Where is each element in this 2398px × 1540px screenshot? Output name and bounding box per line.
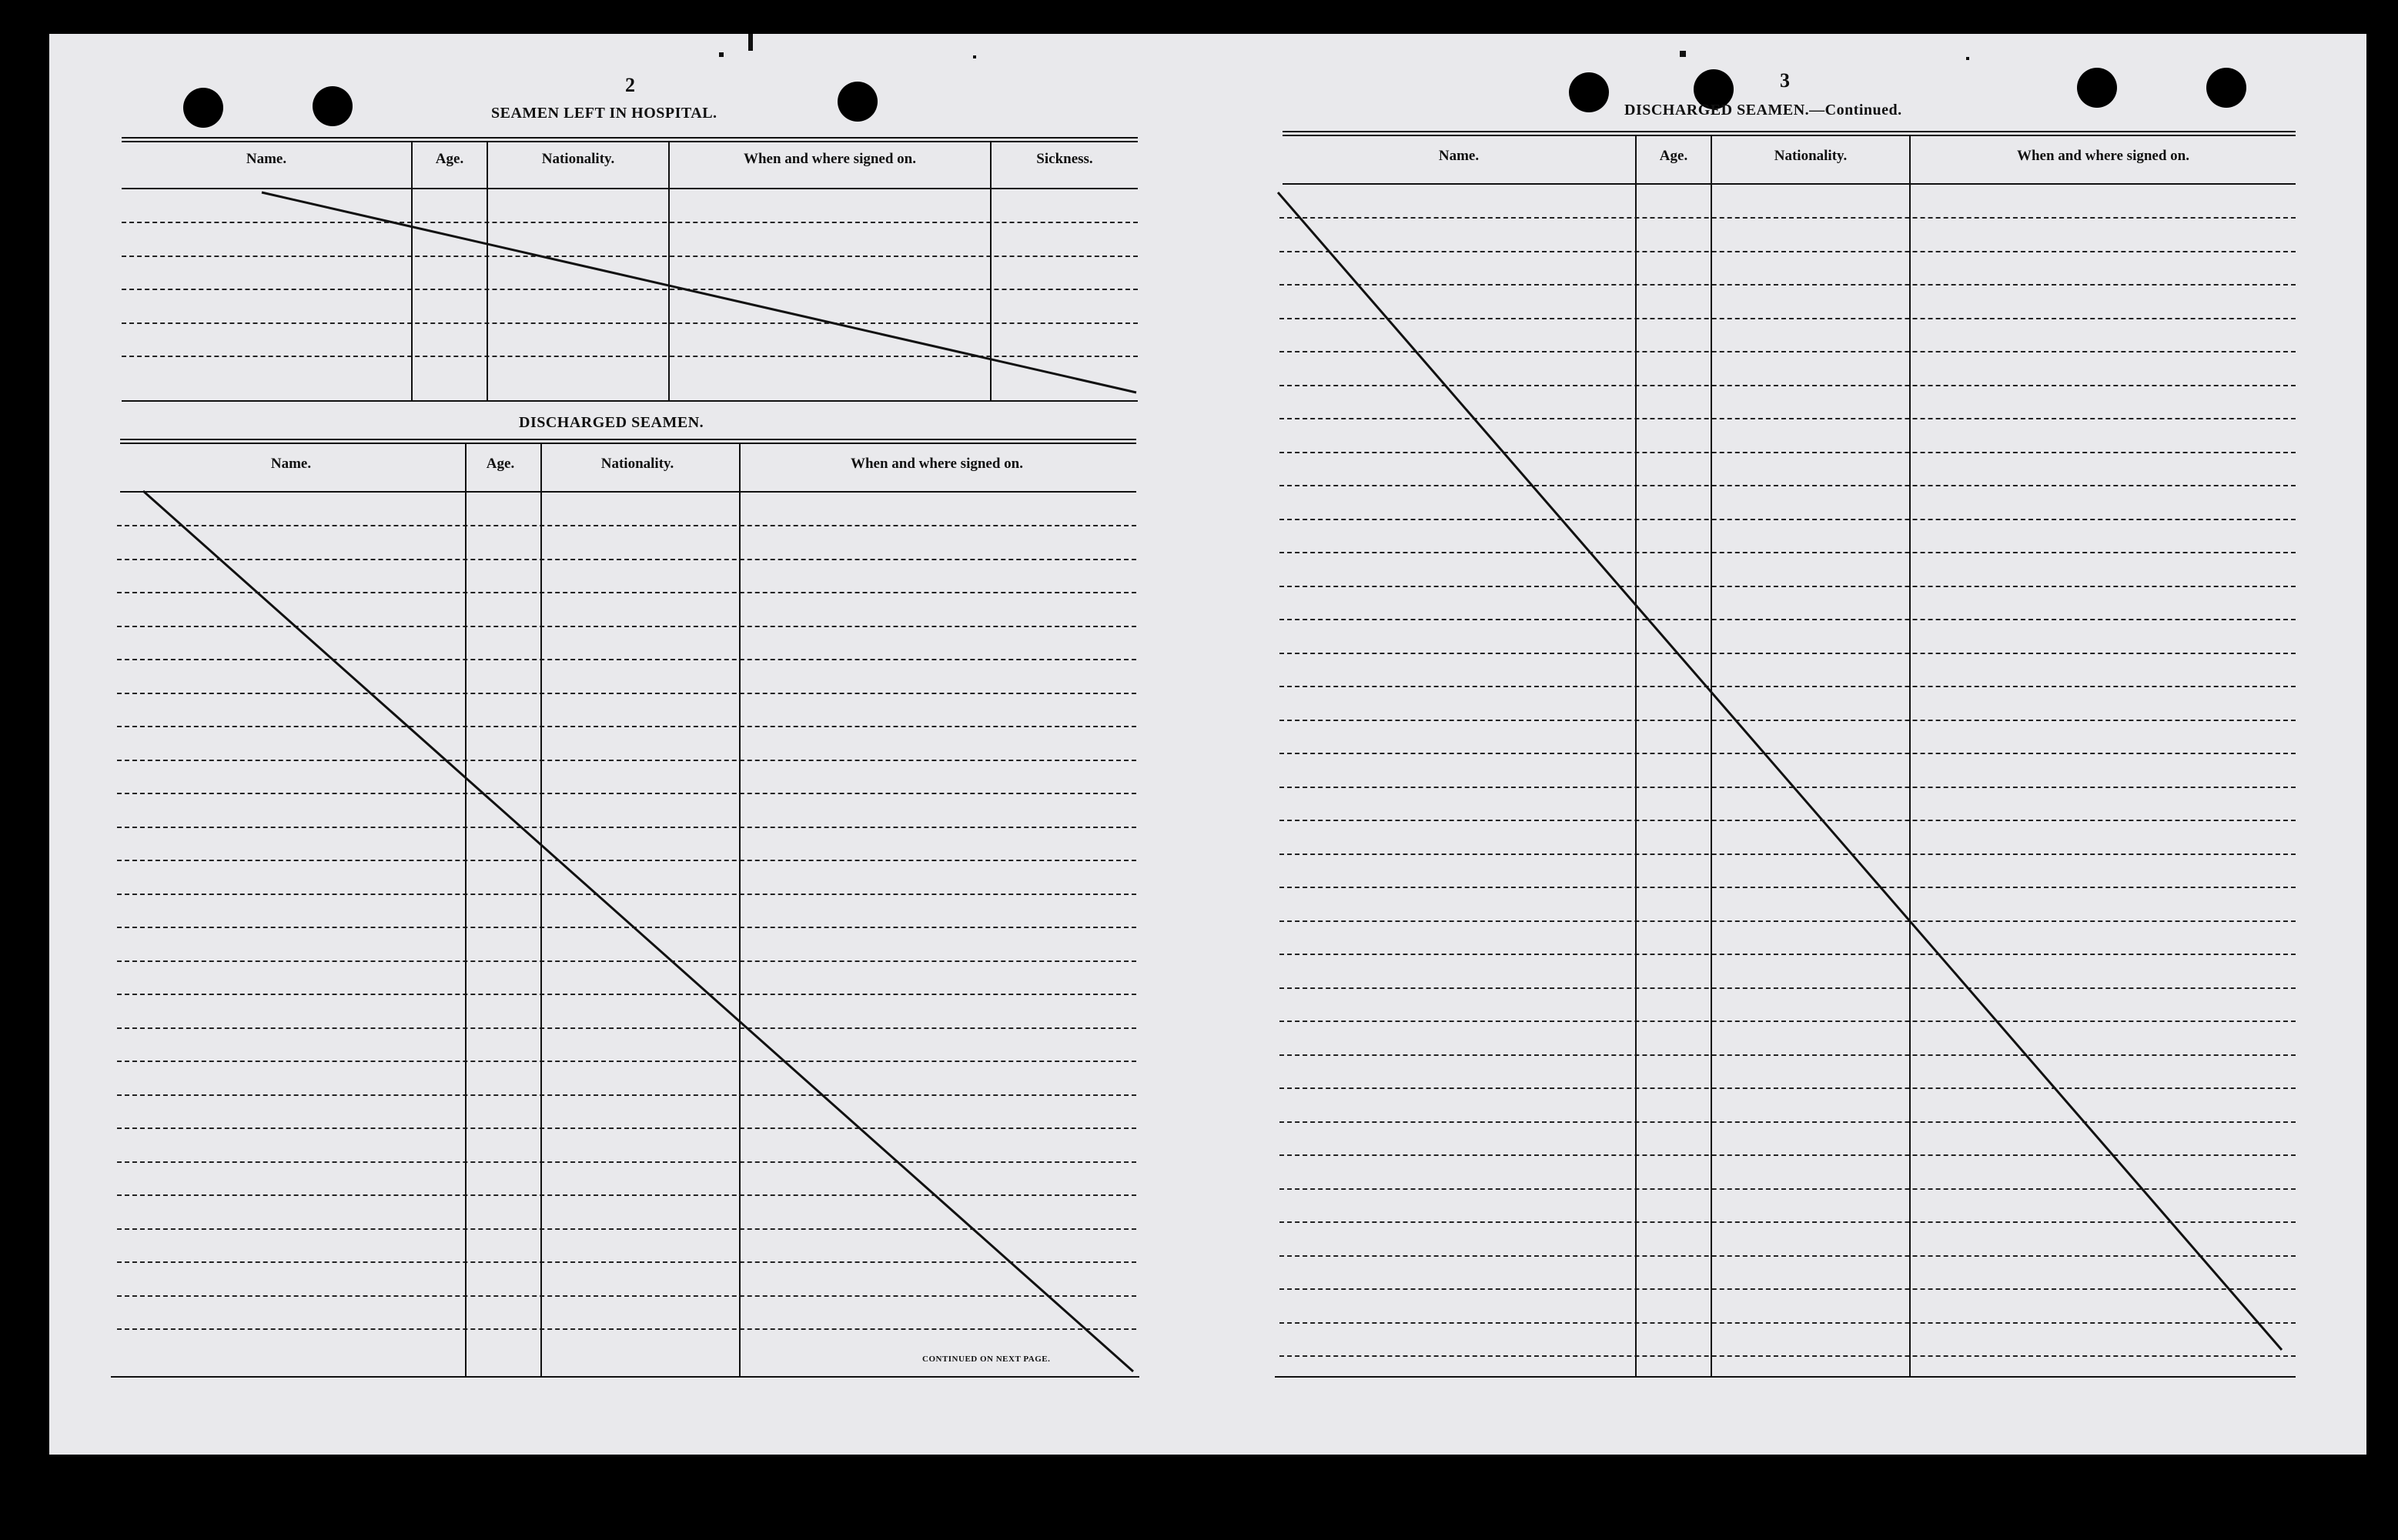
strike-line-hospital [262, 192, 1136, 393]
form-sheet [49, 34, 2366, 1455]
column-header-age: Age. [1659, 148, 1688, 164]
column-header-nationality: Nationality. [541, 151, 615, 167]
strike-through-lines [49, 34, 2366, 1455]
strike-line-discharged [143, 491, 1133, 1371]
strike-line-discharged-continued [1278, 192, 2282, 1350]
column-header-age: Age. [435, 151, 464, 167]
continued-note: CONTINUED ON NEXT PAGE. [922, 1355, 1051, 1364]
section-title-discharged-continued: DISCHARGED SEAMEN.—Continued. [1624, 102, 1902, 119]
column-header-nationality: Nationality. [1774, 148, 1848, 164]
column-header-age: Age. [486, 456, 515, 472]
page-number: 2 [625, 74, 635, 96]
column-header-nationality: Nationality. [600, 456, 674, 472]
column-header-sickness: Sickness. [1036, 151, 1093, 167]
page-number: 3 [1780, 69, 1790, 92]
section-title-discharged: DISCHARGED SEAMEN. [519, 414, 704, 431]
column-header-name: Name. [246, 151, 287, 167]
column-header-signed-on: When and where signed on. [2016, 148, 2189, 164]
column-header-name: Name. [1438, 148, 1480, 164]
section-title-hospital: SEAMEN LEFT IN HOSPITAL. [491, 105, 717, 122]
column-header-signed-on: When and where signed on. [743, 151, 916, 167]
column-header-signed-on: When and where signed on. [850, 456, 1023, 472]
column-header-name: Name. [270, 456, 312, 472]
